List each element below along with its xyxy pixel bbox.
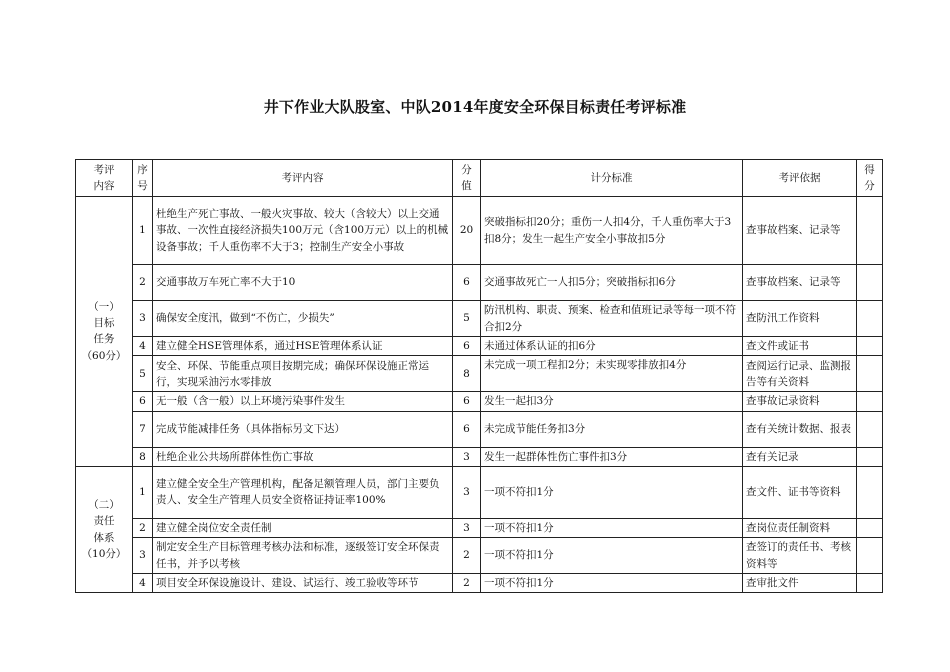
table-row: 2 建立健全岗位安全责任制 3 一项不符扣1分 查岗位责任制资料 [76, 518, 883, 537]
table-row: 4 项目安全环保设施设计、建设、试运行、竣工验收等环节 2 一项不符扣1分 查审批文件 [76, 574, 883, 593]
table-row: 5 安全、环保、节能重点项目按期完成；确保环保设施正常运行，实现采油污水零排放 8 未完成一项工程扣2分；未实现零排放扣4分 查阅运行记录、监测报告等有关资料 [76, 356, 883, 392]
header-basis: 考评依据 [743, 160, 857, 197]
header-got: 得 分 [857, 160, 883, 197]
header-seq: 序 号 [133, 160, 153, 197]
table-row: 7 完成节能减排任务（具体指标另文下达） 6 未完成节能任务扣3分 查有关统计数据、报表 [76, 411, 883, 447]
header-item: 考评内容 [153, 160, 453, 197]
section-label-responsibility: （二） 责任 体系 （10分） [76, 466, 133, 593]
table-row: 2 交通事故万车死亡率不大于10 6 交通事故死亡一人扣5分；突破指标扣6分 查事故档案、记录等 [76, 265, 883, 301]
header-standard: 计分标准 [481, 160, 743, 197]
section-label-goals: （一） 目标 任务 （60分） [76, 197, 133, 467]
table-row: 8 杜绝企业公共场所群体性伤亡事故 3 发生一起群体性伤亡事件扣3分 查有关记录 [76, 447, 883, 466]
table-row: 3 制定安全生产目标管理考核办法和标准，逐级签订安全环保责任书，并予以考核 2 一项不符扣1分 查签订的责任书、考核资料等 [76, 538, 883, 574]
page-title: 井下作业大队股室、中队2014年度安全环保目标责任考评标准 [263, 98, 687, 116]
table-row: 4 建立健全HSE管理体系，通过HSE管理体系认证 6 未通过体系认证的扣6分 查文件或证书 [76, 337, 883, 356]
header-content-category: 考评 内容 [76, 160, 133, 197]
table-header-row [76, 160, 883, 197]
table-row: 3 确保安全度汛，做到“不伤亡，少损失” 5 防汛机构、职责、预案、检查和值班记录等每一项不符合扣2分 查防汛工作资料 [76, 301, 883, 337]
table-row: 6 无一般（含一般）以上环境污染事件发生 6 发生一起扣3分 查事故记录资料 [76, 392, 883, 411]
table-row: （一） 目标 任务 （60分） 1 杜绝生产死亡事故、一般火灾事故、较大（含较大）以上交通事故、一次性直接经济损失100万元（含100万元）以上的机械设备事故；千人重伤率不大于3；控制生产安全小事故 20 突破指标扣20分；重伤一人扣4分，千人重伤率大于3扣8分；发生一起生产安全小事故扣5分 查事故档案、记录等 [76, 197, 883, 265]
table-row: （二） 责任 体系 （10分） 1 建立健全安全生产管理机构，配备足额管理人员，部门主要负责人、安全生产管理人员安全资格证持证率100% 3 一项不符扣1分 查文件、证书等资料 [76, 466, 883, 518]
header-score: 分 值 [453, 160, 481, 197]
evaluation-table [75, 159, 883, 593]
